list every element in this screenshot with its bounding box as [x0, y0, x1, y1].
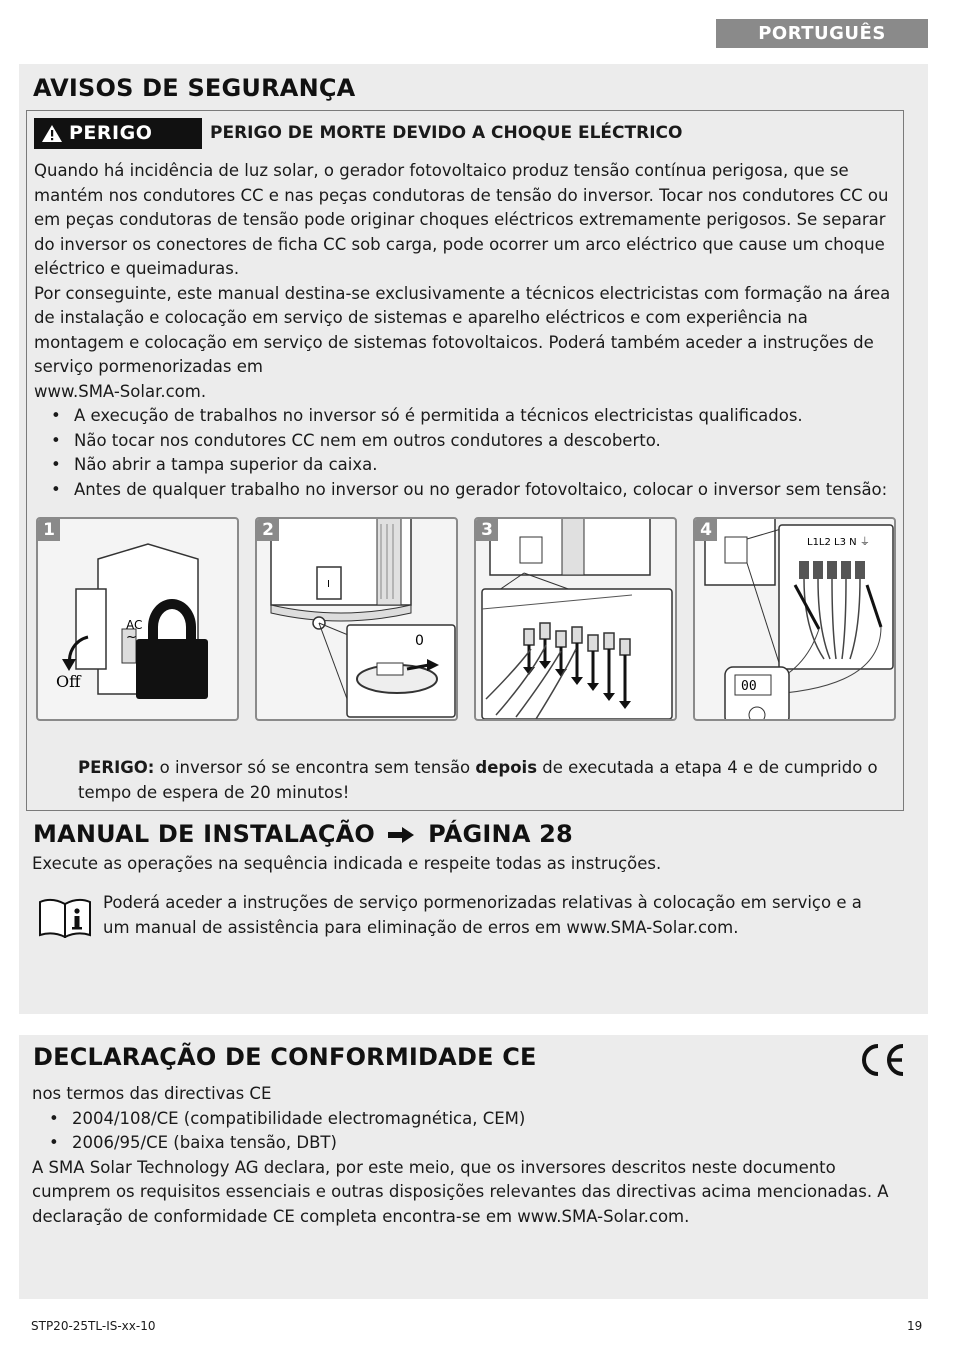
ce-mark-icon: [857, 1042, 907, 1078]
language-tab: PORTUGUÊS: [716, 19, 928, 48]
danger-warning-box: [26, 110, 904, 811]
list-item: • 2006/95/CE (baixa tensão, DBT): [32, 1131, 892, 1156]
off-label: Off: [56, 672, 81, 691]
step-number: 4: [695, 519, 717, 541]
list-item: • Não tocar nos condutores CC nem em outros condutores a descoberto.: [34, 429, 900, 454]
info-text: Poderá aceder a instruções de serviço pormenorizadas relativas à colocação em serviço e a um manual de assistência para eliminação de erros em www.SMA-Solar.com.: [103, 893, 862, 937]
danger-badge: [34, 118, 202, 149]
voltage-measurement-drawing: [695, 519, 896, 721]
install-title-text: MANUAL DE INSTALAÇÃO: [33, 820, 376, 848]
install-intro: Execute as operações na sequência indicada e respeite todas as instruções.: [32, 854, 662, 873]
switch-i-label: I: [327, 579, 330, 590]
warning-title: PERIGO DE MORTE DEVIDO A CHOQUE ELÉCTRICO: [210, 123, 683, 143]
safety-title: AVISOS DE SEGURANÇA: [33, 74, 356, 102]
step-number: 1: [38, 519, 60, 541]
declaration-intro: nos termos das directivas CE: [32, 1084, 272, 1103]
danger-note-emphasis: depois: [475, 758, 538, 777]
circuit-breaker-lock-drawing: [38, 519, 239, 721]
page-number: 19: [907, 1319, 923, 1333]
switch-zero-label: 0: [415, 633, 424, 649]
list-item: • 2004/108/CE (compatibilidade electromagnética, CEM): [32, 1107, 892, 1132]
list-item: • Antes de qualquer trabalho no inversor ou no gerador fotovoltaico, colocar o inversor sem tensão:: [34, 478, 900, 503]
install-page-ref[interactable]: PÁGINA 28: [428, 820, 573, 848]
list-item: • A execução de trabalhos no inversor só é permitida a técnicos electricistas qualificados.: [34, 404, 900, 429]
declaration-panel: [19, 1035, 928, 1299]
step-number: 3: [476, 519, 498, 541]
danger-badge-label: PERIGO: [69, 122, 153, 144]
disconnect-steps: [36, 517, 898, 721]
install-title: [33, 820, 573, 848]
danger-note-text: o inversor só se encontra sem tensão: [154, 758, 476, 777]
dc-switch-drawing: [257, 519, 458, 721]
declaration-body: [32, 1082, 892, 1229]
dc-connectors-drawing: [476, 519, 677, 721]
step-4-illustration: [693, 517, 896, 721]
warning-paragraph-2: Por conseguinte, este manual destina-se exclusivamente a técnicos electricistas com formação na área de instalação e colocação em serviço de sistemas e aparelho eléctricos e com experiência na montagem e colocação em serviço de sistemas fotovoltaicos. Poderá também aceder a instruções de serviço pormenorizadas em: [34, 283, 891, 376]
directive-list: [32, 1107, 892, 1156]
ac-label: AC: [126, 618, 143, 632]
warning-body: [34, 159, 900, 502]
meter-display: 00: [741, 679, 757, 694]
manual-info-icon: [37, 896, 93, 938]
danger-note: [78, 756, 878, 805]
danger-note-label: PERIGO:: [78, 758, 155, 777]
ac-symbol: ~: [126, 630, 137, 645]
document-code: STP20-25TL-IS-xx-10: [31, 1319, 156, 1333]
warning-paragraph-1: Quando há incidência de luz solar, o gerador fotovoltaico produz tensão contínua perigosa, que se mantém nos condutores CC e nas peças condutoras de tensão do inversor. Tocar nos condutores CC ou em peças condutoras de tensão pode originar choques eléctricos extremamente perigosos. Se separar do inversor os conectores de ficha CC sob carga, pode ocorrer um arco eléctrico que cause um choque eléctrico e queimaduras.: [34, 161, 889, 278]
safety-panel: [19, 64, 928, 1014]
danger-note-text-end: de executada a etapa 4 e de cumprido o tempo de espera de 20 minutos!: [78, 758, 878, 802]
website-link[interactable]: www.SMA-Solar.com.: [34, 381, 207, 401]
step-number: 2: [257, 519, 279, 541]
declaration-statement: A SMA Solar Technology AG declara, por este meio, que os inversores descritos neste documento cumprem os requisitos essenciais e outras disposições relevantes das directivas acima mencionadas. A declaração de conformidade CE completa encontra-se em www.SMA-Solar.com.: [32, 1157, 889, 1226]
list-item: • Não abrir a tampa superior da caixa.: [34, 453, 900, 478]
step-2-illustration: [255, 517, 458, 721]
warning-triangle-icon: [41, 124, 63, 143]
step-3-illustration: [474, 517, 677, 721]
arrow-right-icon: [386, 826, 416, 844]
terminal-labels: L1L2 L3 N ⏚: [807, 537, 870, 548]
step-1-illustration: [36, 517, 239, 721]
safety-bullet-list: [34, 404, 900, 502]
declaration-title: DECLARAÇÃO DE CONFORMIDADE CE: [33, 1043, 537, 1071]
